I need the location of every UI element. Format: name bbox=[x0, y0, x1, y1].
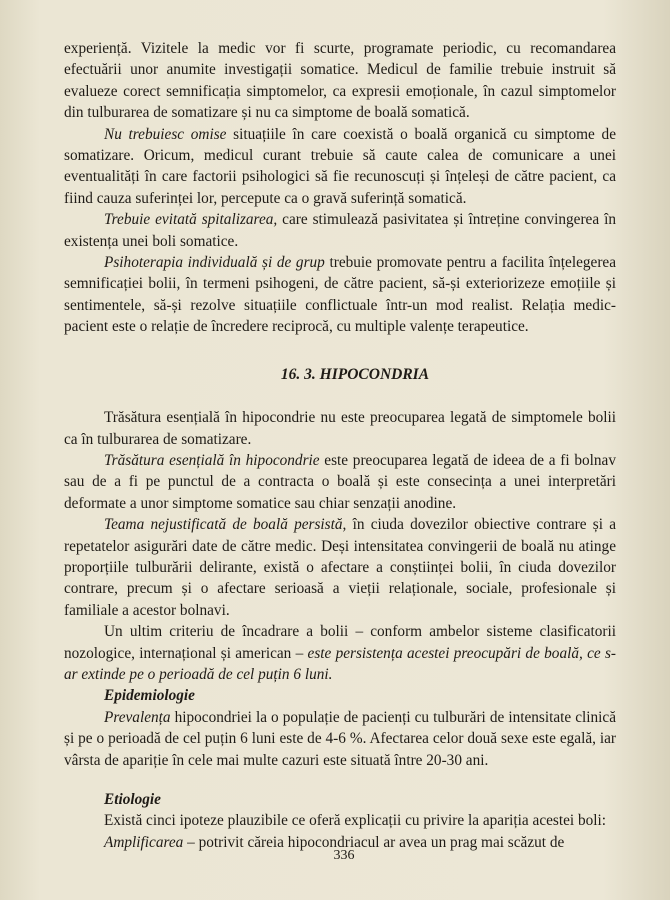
emphasis-3: Trebuie evitată spitalizarea, bbox=[104, 211, 278, 229]
paragraph-8 bbox=[64, 621, 616, 685]
paragraph-1: experiență. Vizitele la medic vor fi scurte, programate periodic, cu recomandarea efectuării unor anumite investigații somatice. Medicul de familie trebuie instruit să evalueze corect semnificația simptomelor, ca expresii emoționale, în cazul simptomelor din tulburarea de somatizare și nu ca simptome de boală somatică. bbox=[64, 40, 616, 122]
paragraph-6 bbox=[64, 450, 616, 514]
paragraph-4-text: trebuie promovate pentru a facilita înțelegerea semnificației bolii, în termeni psihogeni, de către pacient, să-și exteriorizeze emoțiile și sentimentele, să-și rezolve situațiile conflictuale într-un mod realist. Relația medic-pacient este o relație de încredere reciprocă, cu multiple valențe terapeutice. bbox=[64, 254, 616, 336]
paragraph-9-text: hipocondriei la o populație de pacienți cu tulburări de intensitate clinică și pe o perioadă de cel puțin 6 luni este de 4-6 %. Afectarea celor două sexe este egală, iar vârsta de apariție în cele mai multe cazuri este situată între 20-30 ani. bbox=[64, 708, 616, 769]
emphasis-8: este persistența acestei preocupări de boală, ce s-ar extinde pe o perioadă de cel puțin 6 luni. bbox=[64, 644, 616, 683]
paragraph-9 bbox=[64, 707, 616, 771]
body-text bbox=[64, 38, 616, 853]
spacer bbox=[64, 771, 616, 789]
subheading-etiologie: Etiologie bbox=[104, 791, 161, 808]
paragraph-2 bbox=[64, 124, 616, 210]
paragraph-2-text: situațiile în care coexistă o boală organică cu simptome de somatizare. Oricum, medicul curant trebuie să caute calea de comunicare a unei eventualități în care factorii psihologici să fie recunoscuți și înțeleși de către pacient, ca fiind cauza suferinței lor, percepute ca o gravă suferință somatică. bbox=[64, 125, 616, 207]
paragraph-8-text: Un ultim criteriu de încadrare a bolii – conform ambelor sisteme clasificatorii nozologice, internațional și american – bbox=[64, 623, 616, 662]
page-number: 336 bbox=[333, 848, 355, 863]
paragraph-7-text: în ciuda dovezilor obiective contrare și a repetatelor asigurări date de către medic. Deși intensitatea convingerii de boală nu atinge proporțiile tulburării delirante, există o afectare a conștiinței bolii, în ciuda dovezilor contrare, precum și o afectare serioasă a vieții relaționale, sociale, profesionale și familiale a acestor bolnavi. bbox=[64, 516, 616, 619]
paragraph-5: Trăsătura esențială în hipocondrie nu este preocuparea legată de simptomele bolii ca în tulburarea de somatizare. bbox=[64, 409, 616, 448]
emphasis-4: Psihoterapia individuală și de grup bbox=[104, 254, 325, 272]
paragraph-7 bbox=[64, 514, 616, 621]
emphasis-9: Prevalența bbox=[104, 708, 171, 726]
section-heading: 16. 3. HIPOCONDRIA bbox=[280, 365, 430, 383]
emphasis-11: Amplificarea bbox=[104, 833, 184, 851]
paragraph-4 bbox=[64, 252, 616, 338]
paragraph-6-text: este preocuparea legată de ideea de a fi bolnav sau de a fi pe punctul de a contracta o boală și este consecința a unei interpretări deformate a unor simptome somatice sau chiar senzații anodine. bbox=[64, 451, 616, 512]
emphasis-2: Nu trebuiesc omise bbox=[104, 125, 227, 143]
paragraph-3-text: care stimulează pasivitatea și întreține convingerea în existența unei boli somatice. bbox=[64, 211, 616, 250]
subheading-epidemiologie: Epidemiologie bbox=[104, 687, 195, 705]
paragraph-11-text: – potrivit căreia hipocondriacul ar avea un prag mai scăzut de bbox=[183, 833, 565, 851]
emphasis-7: Teama nejustificată de boală persistă, bbox=[104, 516, 347, 534]
paragraph-10: Există cinci ipoteze plauzibile ce oferă explicații cu privire la apariția acestei boli: bbox=[104, 812, 607, 830]
paragraph-3 bbox=[64, 209, 616, 252]
emphasis-6: Trăsătura esențială în hipocondrie bbox=[104, 451, 320, 469]
